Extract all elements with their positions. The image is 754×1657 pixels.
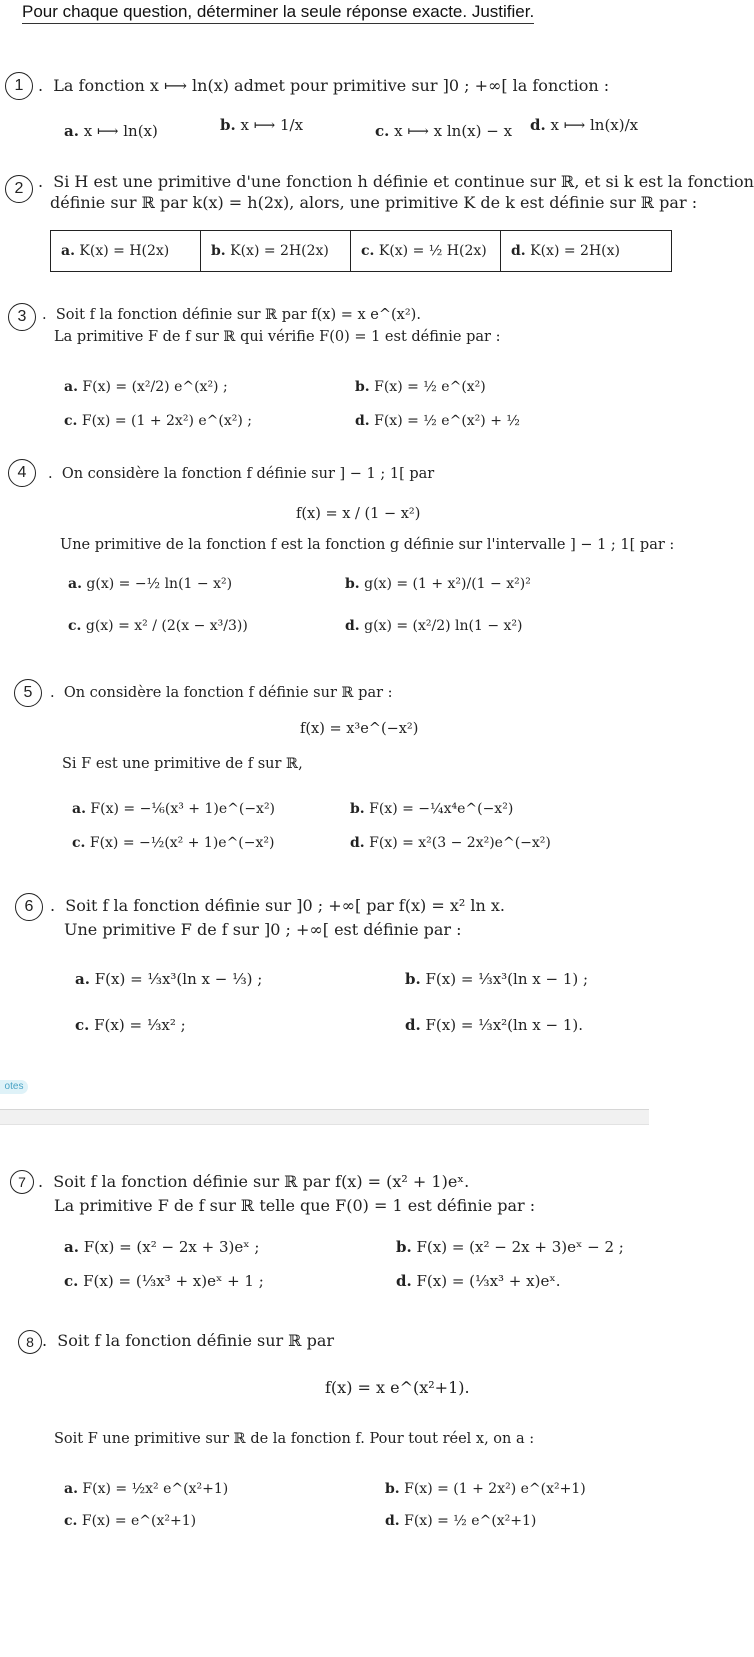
q4-option-c: c. g(x) = x² / (2(x − x³/3)) <box>68 618 248 634</box>
q1-option-a: a. x ⟼ ln(x) <box>64 122 158 140</box>
q3-option-c: c. F(x) = (1 + 2x²) e^(x²) ; <box>64 413 252 429</box>
q6-option-c: c. F(x) = ⅓x² ; <box>75 1016 186 1034</box>
q4-option-a: a. g(x) = −½ ln(1 − x²) <box>68 576 233 592</box>
q7-line1: . Soit f la fonction définie sur ℝ par f(x) = (x² + 1)eˣ. <box>38 1172 470 1191</box>
q5-option-d: d. F(x) = x²(3 − 2x²)e^(−x²) <box>350 835 551 851</box>
q2-line2: définie sur ℝ par k(x) = h(2x), alors, une primitive K de k est définie sur ℝ par : <box>50 193 698 212</box>
q6-option-a: a. F(x) = ⅓x³(ln x − ⅓) ; <box>75 970 263 988</box>
q5-line1: . On considère la fonction f définie sur ℝ par : <box>50 685 393 701</box>
q8-option-b: b. F(x) = (1 + 2x²) e^(x²+1) <box>385 1481 586 1497</box>
q6-option-b: b. F(x) = ⅓x³(ln x − 1) ; <box>405 970 589 988</box>
q7-option-d: d. F(x) = (⅓x³ + x)eˣ. <box>396 1272 561 1290</box>
notes-tab[interactable]: otes <box>0 1080 28 1094</box>
q4-option-b: b. g(x) = (1 + x²)/(1 − x²)² <box>345 576 531 592</box>
q4-formula: f(x) = x / (1 − x²) <box>296 506 421 522</box>
q6-line2: Une primitive F de f sur ]0 ; +∞[ est définie par : <box>64 920 462 939</box>
q5-line2: Si F est une primitive de f sur ℝ, <box>62 756 303 772</box>
q2-options-table <box>50 230 672 272</box>
q7-line2: La primitive F de f sur ℝ telle que F(0) = 1 est définie par : <box>54 1196 536 1215</box>
q4-option-d: d. g(x) = (x²/2) ln(1 − x²) <box>345 618 523 634</box>
q3-line2: La primitive F de f sur ℝ qui vérifie F(0) = 1 est définie par : <box>54 329 501 345</box>
page-separator-band <box>0 1110 649 1124</box>
q4-line1: . On considère la fonction f définie sur ] − 1 ; 1[ par <box>48 466 435 482</box>
q6-option-d: d. F(x) = ⅓x²(ln x − 1). <box>405 1016 583 1034</box>
q2-option-c: c. K(x) = ½ H(2x) <box>351 231 501 271</box>
q1-option-d: d. x ⟼ ln(x)/x <box>530 116 639 134</box>
q3-option-d: d. F(x) = ½ e^(x²) + ½ <box>355 413 520 429</box>
q2-option-d: d. K(x) = 2H(x) <box>511 243 620 259</box>
q2-option-b: b. K(x) = 2H(2x) <box>201 231 351 271</box>
question-number: 6 <box>15 893 43 921</box>
q8-option-d: d. F(x) = ½ e^(x²+1) <box>385 1513 537 1529</box>
q3-option-b: b. F(x) = ½ e^(x²) <box>355 379 486 395</box>
q1-option-b: b. x ⟼ 1/x <box>220 116 304 134</box>
question-number: 3 <box>8 303 36 331</box>
question-number: 4 <box>8 459 36 487</box>
q4-line2: Une primitive de la fonction f est la fonction g définie sur l'intervalle ] − 1 ; 1[ par : <box>60 537 675 553</box>
q8-line2: Soit F une primitive sur ℝ de la fonction f. Pour tout réel x, on a : <box>54 1431 535 1447</box>
q1-text: . La fonction x ⟼ ln(x) admet pour primitive sur ]0 ; +∞[ la fonction : <box>38 76 610 95</box>
q8-option-a: a. F(x) = ½x² e^(x²+1) <box>64 1481 229 1497</box>
q5-option-b: b. F(x) = −¼x⁴e^(−x²) <box>350 801 514 817</box>
q8-line1: . Soit f la fonction définie sur ℝ par <box>42 1331 335 1350</box>
q8-option-c: c. F(x) = e^(x²+1) <box>64 1513 197 1529</box>
q3-option-a: a. F(x) = (x²/2) e^(x²) ; <box>64 379 228 395</box>
q6-line1: . Soit f la fonction définie sur ]0 ; +∞[ par f(x) = x² ln x. <box>50 896 505 915</box>
q2-option-a: a. K(x) = H(2x) <box>51 231 201 271</box>
question-number: 8 <box>18 1330 42 1354</box>
q2-line1: . Si H est une primitive d'une fonction h définie et continue sur ℝ, et si k est la fonction <box>38 172 754 191</box>
question-number: 7 <box>10 1170 34 1194</box>
instructions-header: Pour chaque question, déterminer la seule réponse exacte. Justifier. <box>22 2 534 24</box>
q5-option-c: c. F(x) = −½(x² + 1)e^(−x²) <box>72 835 275 851</box>
q1-option-c: c. x ⟼ x ln(x) − x <box>375 122 513 140</box>
question-number: 2 <box>5 175 33 203</box>
q7-option-c: c. F(x) = (⅓x³ + x)eˣ + 1 ; <box>64 1272 264 1290</box>
q5-option-a: a. F(x) = −⅙(x³ + 1)e^(−x²) <box>72 801 276 817</box>
q7-option-a: a. F(x) = (x² − 2x + 3)eˣ ; <box>64 1238 260 1256</box>
q3-line1: . Soit f la fonction définie sur ℝ par f(x) = x e^(x²). <box>42 307 421 323</box>
question-number: 1 <box>5 72 33 100</box>
q5-formula: f(x) = x³e^(−x²) <box>300 721 419 737</box>
page-separator <box>0 1124 649 1125</box>
q8-formula: f(x) = x e^(x²+1). <box>325 1378 470 1397</box>
question-number: 5 <box>14 679 42 707</box>
q7-option-b: b. F(x) = (x² − 2x + 3)eˣ − 2 ; <box>396 1238 624 1256</box>
